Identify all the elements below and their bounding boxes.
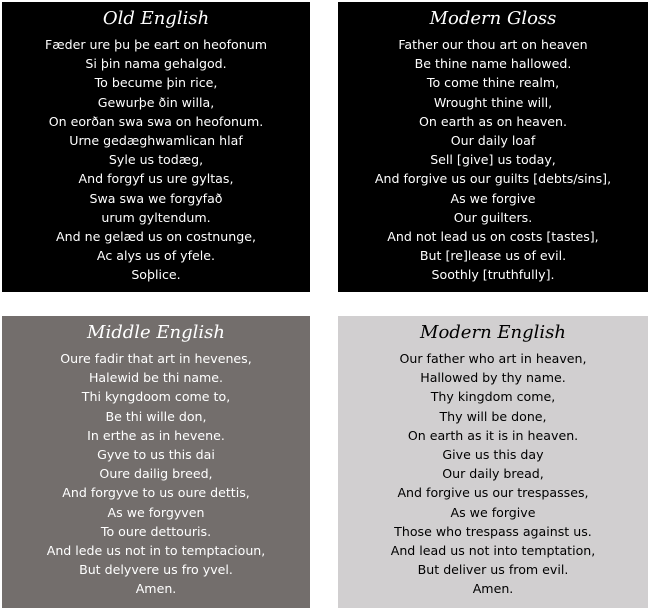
poem-line: As we forgive — [450, 190, 536, 206]
poem-line: Urne gedæghwamlican hlaf — [69, 133, 243, 149]
poem-line: Amen. — [472, 581, 514, 597]
modern-gloss-panel — [338, 2, 648, 292]
poem-line: Halewid be thi name. — [88, 370, 224, 386]
poem-line: Gyve to us this dai — [97, 447, 215, 463]
old-english-panel — [2, 2, 310, 292]
poem-line: Wrought thine will, — [433, 94, 553, 110]
poem-line: Sell [give] us today, — [430, 152, 556, 168]
poem-line: On eorðan swa swa on heofonum. — [48, 113, 264, 129]
poem-line: Si þin nama gehalgod. — [85, 56, 227, 72]
poem-line: To oure dettouris. — [100, 523, 212, 539]
middle-english-text — [2, 349, 310, 599]
old-english-text — [2, 35, 310, 285]
poem-line: Soothly [truthfully]. — [431, 267, 555, 283]
poem-line: And forgive us our trespasses, — [397, 485, 589, 501]
poem-line: Fæder ure þu þe eart on heofonum — [45, 37, 267, 52]
poem-line: On earth as on heaven. — [418, 113, 568, 129]
poem-line: Be thi wille don, — [105, 408, 207, 424]
poem-line: But [re]lease us of evil. — [419, 248, 567, 264]
poem-line: Amen. — [135, 581, 177, 597]
poem-line: And lede us not in to temptacioun, — [46, 543, 266, 559]
poem-line: To come thine realm, — [426, 75, 560, 91]
modern-english-text — [338, 349, 648, 599]
poem-line: Thy will be done, — [439, 408, 547, 424]
old-english-title: Old English — [102, 8, 210, 29]
poem-line: Oure fadir that art in hevenes, — [60, 351, 252, 366]
poem-line: Oure dailig breed, — [99, 466, 213, 482]
poem-line: Swa swa we forgyfað — [89, 190, 223, 206]
poem-line: Our guilters. — [453, 209, 533, 225]
poem-line: As we forgyven — [107, 504, 205, 520]
poem-line: Thi kyngdoom come to, — [81, 389, 231, 405]
middle-english-title: Middle English — [87, 322, 225, 343]
poem-line: On earth as it is in heaven. — [407, 427, 579, 443]
poem-line: Our daily loaf — [450, 133, 536, 149]
poem-line: Gewurþe ðin willa, — [97, 94, 215, 110]
poem-line: Our father who art in heaven, — [399, 351, 587, 366]
poem-line: Soþlice. — [131, 267, 181, 283]
modern-gloss-title: Modern Gloss — [429, 8, 557, 29]
poem-line: But deliver us from evil. — [417, 562, 569, 578]
poem-line: Father our thou art on heaven — [398, 37, 588, 52]
poem-line: Hallowed by thy name. — [420, 370, 566, 386]
modern-gloss-text — [338, 35, 648, 285]
poem-line: Thy kingdom come, — [430, 389, 556, 405]
modern-english-title: Modern English — [420, 322, 566, 343]
poem-line: Our daily bread, — [442, 466, 544, 482]
middle-english-panel — [2, 316, 310, 608]
poem-line: Ac alys us of yfele. — [96, 248, 216, 264]
poem-line: And forgive us our guilts [debts/sins], — [374, 171, 612, 187]
poem-line: And forgyve to us oure dettis, — [62, 485, 250, 501]
poem-line: To becume þin rice, — [94, 75, 218, 91]
poem-line: Give us this day — [442, 447, 544, 463]
poem-line: Those who trespass against us. — [394, 523, 592, 539]
poem-line: And forgyf us ure gyltas, — [78, 171, 234, 187]
poem-line: And not lead us on costs [tastes], — [387, 229, 599, 245]
poem-line: Syle us todæg, — [108, 152, 204, 168]
modern-english-panel — [338, 316, 648, 608]
poem-line: In erthe as in hevene. — [87, 427, 225, 443]
poem-line: As we forgive — [450, 504, 536, 520]
poem-line: Be thine name hallowed. — [414, 56, 572, 72]
poem-line: But delyvere us fro yvel. — [79, 562, 233, 578]
poem-line: And lead us not into temptation, — [390, 543, 596, 559]
poem-line: And ne gelæd us on costnunge, — [56, 229, 256, 245]
poem-line: urum gyltendum. — [101, 209, 211, 225]
